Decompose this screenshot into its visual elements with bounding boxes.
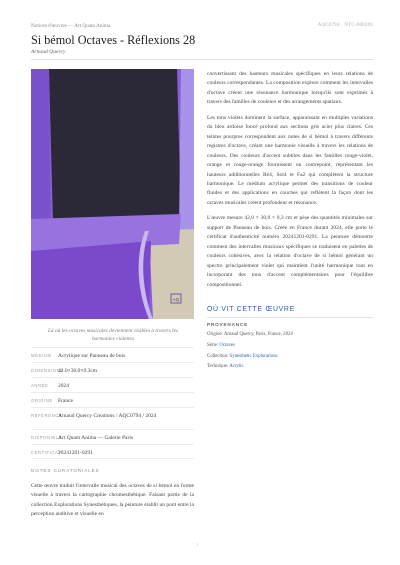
table-row bbox=[31, 377, 194, 392]
series-link[interactable]: Octaves bbox=[219, 342, 235, 348]
technique-link[interactable]: Acrylic bbox=[229, 364, 244, 370]
spec-value: Arnaud Quercy Creations / AQC0794 / 2024 bbox=[58, 412, 157, 419]
spec-label: ANNÉE bbox=[31, 383, 49, 388]
provenance-heading: PROVENANCE bbox=[207, 322, 249, 327]
technique-label: Technique: bbox=[207, 364, 229, 370]
page-title: Si bémol Octaves - Réflexions 28 bbox=[31, 33, 196, 47]
spec-label: MÉDIUM bbox=[31, 353, 52, 358]
description-paragraph: L'œuvre mesure 42,0 × 30,0 × 0,3 cm et pèse des quantités minimales sur support de Panneau de bois. Créée en France durant 2024, elle porte le certificat d'authenticité numéro 20241201-0291. La peinture démontre comment des intervalles musicaux spécifiques se traduisent en palettes de couleurs cohésives, avec la relation d'octave de si bémol générant un spectre principalement violet qui maintient l'unité harmonique tout en incorporant des tons d'accent complémentaires pour l'équilibre compositionnel. bbox=[207, 215, 373, 288]
provenance-series bbox=[207, 343, 373, 349]
description-paragraph: convertissant des hauteurs musicales spécifiques en leurs relations de couleurs correspondantes. La composition explore comment les intervalles d'octave créent une résonance harmonique lorsqu'ils sont exprimés à travers des familles de couleurs et des arrangements spatiaux. bbox=[207, 71, 373, 106]
origin-label: Origine: bbox=[207, 332, 223, 337]
table-row bbox=[31, 347, 194, 362]
origin-value: Arnaud Quercy, Paris, France, 2024 bbox=[223, 332, 293, 337]
artwork-signature: AQ bbox=[172, 296, 180, 302]
collection-link[interactable]: Synesthetic Explorations bbox=[229, 353, 278, 359]
table-row bbox=[31, 407, 194, 429]
artwork-image bbox=[31, 69, 194, 319]
spec-value: Art Quam Anima — Galerie Paris bbox=[58, 434, 133, 441]
spec-label: CERTIFICAT bbox=[31, 450, 62, 455]
spec-value: Acrylique sur Panneau de bois bbox=[58, 352, 126, 359]
artwork-caption: Là où les octaves musicales deviennent visibles à travers les harmonies violettes bbox=[47, 328, 179, 343]
table-row bbox=[31, 362, 194, 377]
spec-table bbox=[31, 347, 194, 459]
series-label: Série: bbox=[207, 342, 219, 348]
table-row bbox=[31, 444, 194, 459]
notes-text: Cette œuvre traduit l'intervalle musical des octaves de si bémol en forme visuelle à travers la cartographie chromesthétique. Faisant partie de la collection Explorations Synesthétiques, la peinture établit un pont entre la perception auditive et visuelle en bbox=[31, 483, 194, 518]
page-header bbox=[31, 23, 373, 31]
spec-value: France bbox=[58, 397, 73, 404]
table-row bbox=[31, 429, 194, 444]
breadcrumb[interactable]: Notices d'œuvres — Art Quam Anima bbox=[31, 23, 111, 29]
where-divider bbox=[207, 317, 373, 318]
description-paragraph: Les tons violets dominent la surface, apparaissant en multiples variations du bleu ardoise foncé profond aux sections gris acier plus claires. Ces teintes pourpres correspondent aux notes de si bémol à travers différents registres d'octave, créant une harmonie visuelle à travers les relations de couleurs. Des couleurs d'accent subtiles dans les familles rouge-violet, orange et rouge-orange fournissent un contrepoint, représentant les hauteurs additionnelles Ré4, Sol4 et Fa2 qui complètent la structure harmonique. Le médium acrylique permet des transitions de couleur fluides et des applications en couches qui reflètent la façon dont les octaves musicales créent profondeur et résonance. bbox=[207, 114, 373, 206]
description-column bbox=[207, 70, 373, 296]
spec-label: ORIGINE bbox=[31, 398, 53, 403]
reference-code: AQC0794 · NTC-000209 bbox=[317, 23, 373, 28]
spec-label: DISPONIBLE bbox=[31, 435, 63, 440]
artist-name: Arnaud Quercy bbox=[31, 49, 66, 55]
provenance-origin bbox=[207, 332, 373, 338]
provenance-collection bbox=[207, 354, 373, 360]
provenance-technique bbox=[207, 364, 373, 370]
page-number: 1 bbox=[196, 542, 199, 547]
spec-value: 2024 bbox=[58, 382, 69, 389]
collection-label: Collection: bbox=[207, 353, 229, 359]
spec-label: RÉFÉRENCE bbox=[31, 413, 63, 418]
notes-heading: NOTES CURATORIALES bbox=[31, 468, 100, 473]
header-divider bbox=[31, 59, 373, 60]
spec-value: 20241201-0291 bbox=[58, 449, 93, 456]
where-heading: OÙ VIT CETTE ŒUVRE bbox=[207, 306, 295, 313]
spec-label: DIMENSIONS bbox=[31, 368, 64, 373]
provenance-list bbox=[207, 332, 373, 375]
spec-value: 42.0×30.0×0.3cm bbox=[58, 367, 98, 374]
table-row bbox=[31, 392, 194, 407]
